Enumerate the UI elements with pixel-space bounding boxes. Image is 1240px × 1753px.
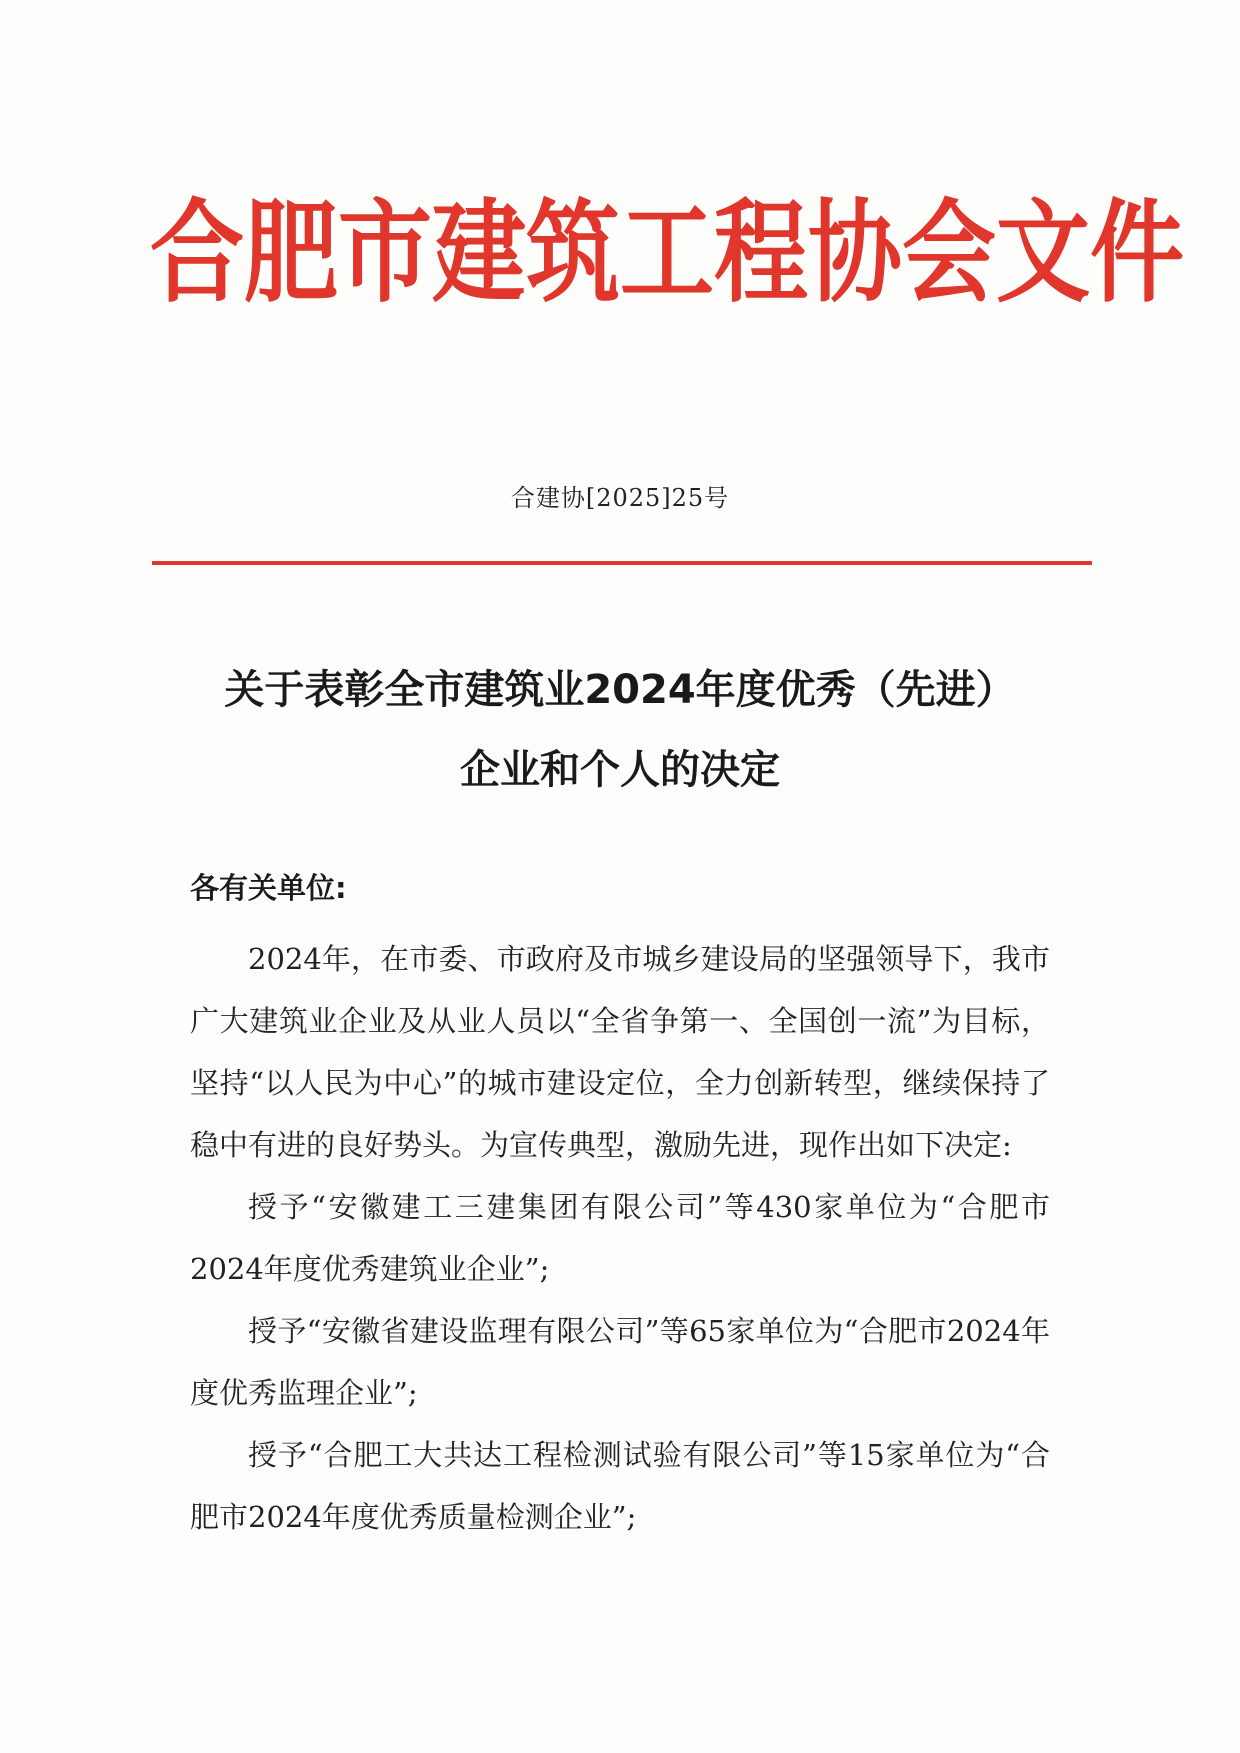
salutation: 各有关单位: [190, 871, 347, 905]
body-text [190, 928, 1050, 1548]
paragraph-award-construction: 授予“安徽建工三建集团有限公司”等430家单位为“合肥市2024年度优秀建筑业企业”; [190, 1190, 1050, 1286]
title-line-2: 企业和个人的决定 [460, 747, 780, 793]
document-number: 合建协[2025]25号 [510, 484, 730, 512]
paragraph-award-testing: 授予“合肥工大共达工程检测试验有限公司”等15家单位为“合肥市2024年度优秀质量检测企业”; [190, 1438, 1050, 1534]
document-title [150, 650, 1090, 810]
masthead-title: 合肥市建筑工程协会文件 [150, 188, 1185, 318]
red-divider-line [152, 561, 1092, 565]
paragraph-award-supervision: 授予“安徽省建设监理有限公司”等65家单位为“合肥市2024年度优秀监理企业”; [190, 1314, 1050, 1410]
title-line-1: 关于表彰全市建筑业2024年度优秀（先进） [224, 667, 1016, 713]
paragraph-intro: 2024年，在市委、市政府及市城乡建设局的坚强领导下，我市广大建筑业企业及从业人员以“全省争第一、全国创一流”为目标，坚持“以人民为中心”的城市建设定位，全力创新转型，继续保持了稳中有进的良好势头。为宣传典型，激励先进，现作出如下决定: [190, 942, 1050, 1162]
